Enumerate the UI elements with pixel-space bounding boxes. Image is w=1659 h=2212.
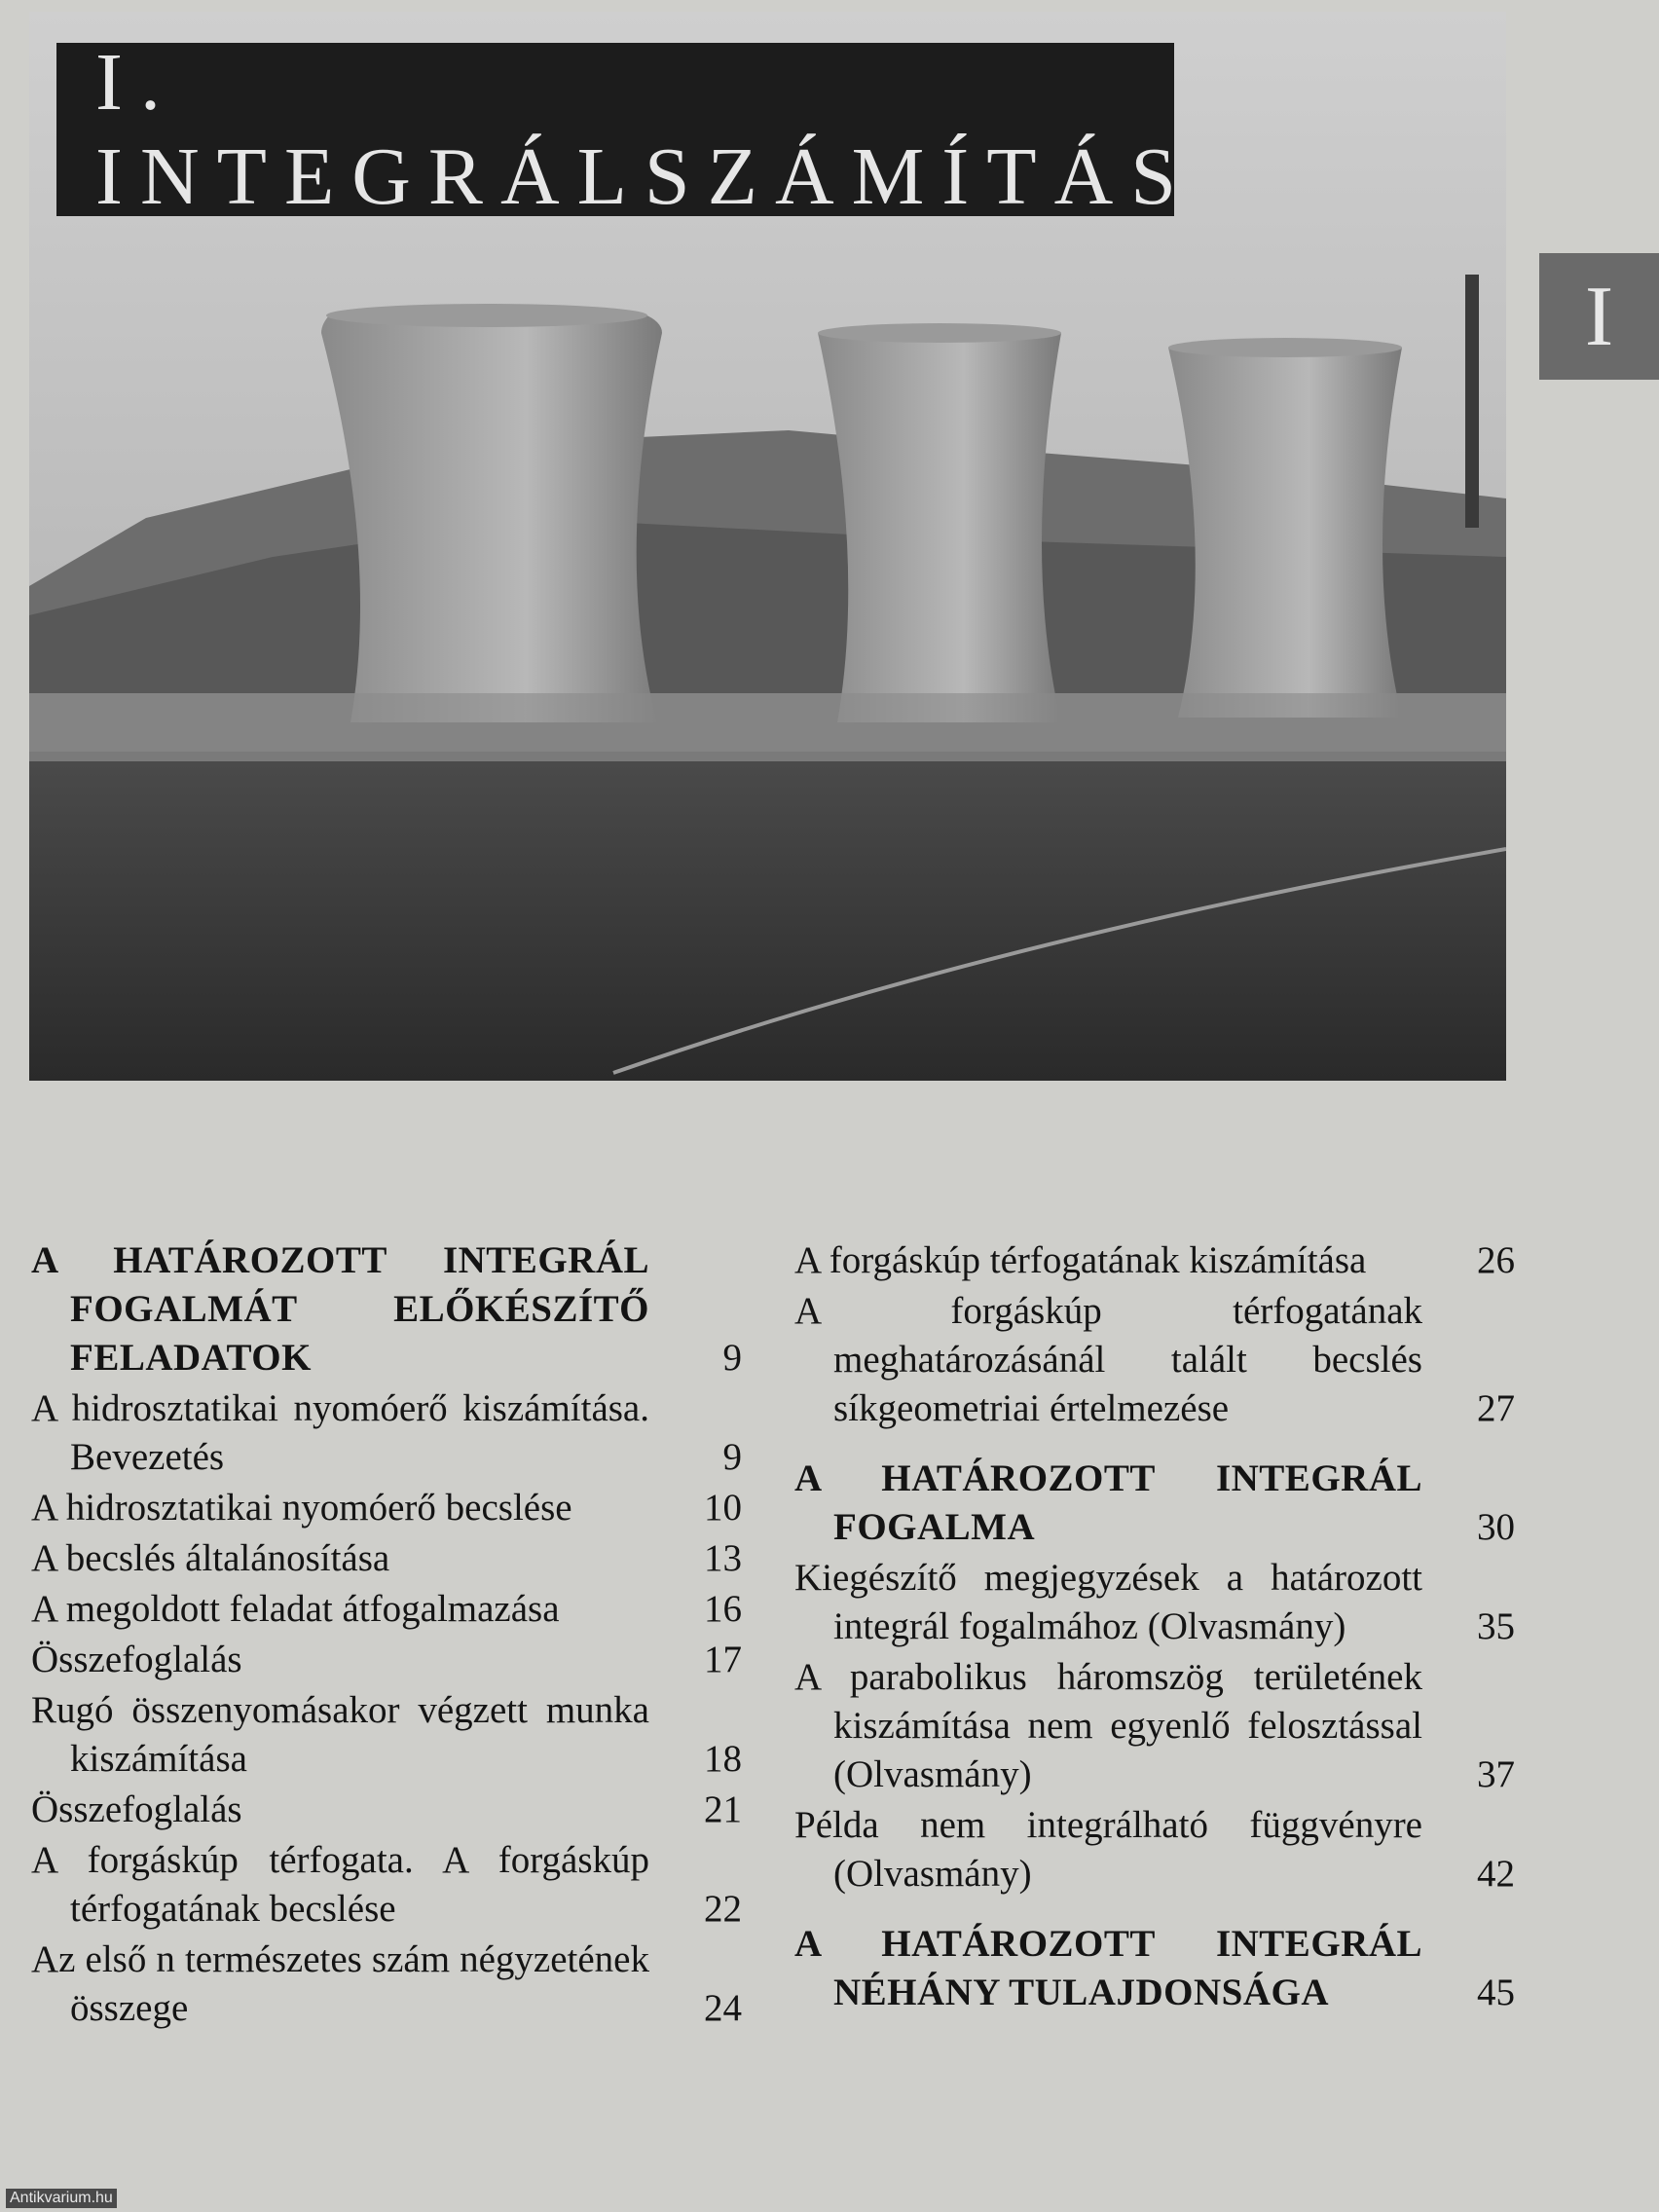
toc-entry-title: A parabolikus háromszög területének kiszámítása nem egyenlő felosztással (Olvasmány) bbox=[794, 1656, 1422, 1795]
toc-entry-title: A HATÁROZOTT INTEGRÁL FOGALMA bbox=[794, 1457, 1422, 1548]
toc-entry bbox=[794, 1287, 1515, 1433]
toc-entry bbox=[31, 1786, 742, 1834]
toc-entry bbox=[794, 1653, 1515, 1799]
toc-entry bbox=[31, 1836, 742, 1934]
toc-entry-title: Kiegészítő megjegyzések a határozott integrál fogalmához (Olvasmány) bbox=[794, 1557, 1422, 1647]
toc-entry-page: 16 bbox=[704, 1588, 742, 1630]
toc-entry-page: 21 bbox=[704, 1788, 742, 1830]
toc-entry-title: Rugó összenyomásakor végzett munka kiszámítása bbox=[31, 1689, 649, 1780]
toc-entry-title: A hidrosztatikai nyomóerő kiszámítása. Bevezetés bbox=[31, 1387, 649, 1478]
toc-entry-page: 24 bbox=[704, 1987, 742, 2029]
toc-entry-title: Összefoglalás bbox=[31, 1639, 242, 1680]
toc-left-column bbox=[31, 1236, 742, 2035]
chapter-tab: I bbox=[1539, 253, 1659, 380]
toc-entry-page: 18 bbox=[704, 1738, 742, 1780]
toc-entry-title: Az első n természetes szám négyzetének összege bbox=[31, 1938, 649, 2029]
toc-entry-page: 42 bbox=[1477, 1853, 1515, 1895]
watermark-credit: Antikvarium.hu bbox=[6, 2189, 117, 2208]
toc-entry-page: 9 bbox=[722, 1436, 742, 1478]
toc-entry-page: 22 bbox=[704, 1888, 742, 1930]
toc-entry bbox=[31, 1384, 742, 1482]
toc-entry-page: 45 bbox=[1477, 1972, 1515, 2013]
toc-entry-title: A forgáskúp térfogatának meghatározásánál talált becslés síkgeometriai értelmezése bbox=[794, 1290, 1422, 1429]
toc-right-column bbox=[794, 1236, 1515, 2019]
toc-entry bbox=[794, 1236, 1515, 1285]
toc-entry-page: 13 bbox=[704, 1537, 742, 1579]
toc-entry bbox=[31, 1636, 742, 1684]
toc-entry bbox=[31, 1585, 742, 1634]
toc-entry bbox=[31, 1686, 742, 1784]
toc-entry-title: A forgáskúp térfogatának kiszámítása bbox=[794, 1239, 1367, 1281]
toc-entry-title: Példa nem integrálható függvényre (Olvasmány) bbox=[794, 1804, 1422, 1895]
toc-entry-page: 9 bbox=[722, 1337, 742, 1379]
toc-entry-title: A hidrosztatikai nyomóerő becslése bbox=[31, 1487, 572, 1529]
toc-entry-title: A megoldott feladat átfogalmazása bbox=[31, 1588, 560, 1630]
toc-entry-page: 26 bbox=[1477, 1239, 1515, 1281]
toc-entry bbox=[794, 1801, 1515, 1899]
toc-entry-page: 35 bbox=[1477, 1605, 1515, 1647]
toc-entry-page: 37 bbox=[1477, 1753, 1515, 1795]
toc-entry-title: Összefoglalás bbox=[31, 1788, 242, 1830]
toc-entry-title: A HATÁROZOTT INTEGRÁL FOGALMÁT ELŐKÉSZÍTŐ FELADATOK bbox=[31, 1239, 649, 1379]
toc-entry-page: 17 bbox=[704, 1639, 742, 1680]
toc-entry-page: 10 bbox=[704, 1487, 742, 1529]
toc-entry-page: 30 bbox=[1477, 1506, 1515, 1548]
toc-entry-title: A HATÁROZOTT INTEGRÁL NÉHÁNY TULAJDONSÁGA bbox=[794, 1923, 1422, 2013]
toc-entry bbox=[794, 1455, 1515, 1552]
toc-entry bbox=[31, 1236, 742, 1382]
toc-entry-title: A forgáskúp térfogata. A forgáskúp térfogatának becslése bbox=[31, 1839, 649, 1930]
toc-entry-title: A becslés általánosítása bbox=[31, 1537, 390, 1579]
toc-entry bbox=[31, 1534, 742, 1583]
toc-entry bbox=[794, 1920, 1515, 2017]
toc-entry bbox=[794, 1554, 1515, 1651]
toc-entry bbox=[31, 1484, 742, 1532]
chapter-title: I. INTEGRÁLSZÁMÍTÁS bbox=[56, 43, 1174, 216]
toc-entry bbox=[31, 1936, 742, 2033]
toc-entry-page: 27 bbox=[1477, 1387, 1515, 1429]
